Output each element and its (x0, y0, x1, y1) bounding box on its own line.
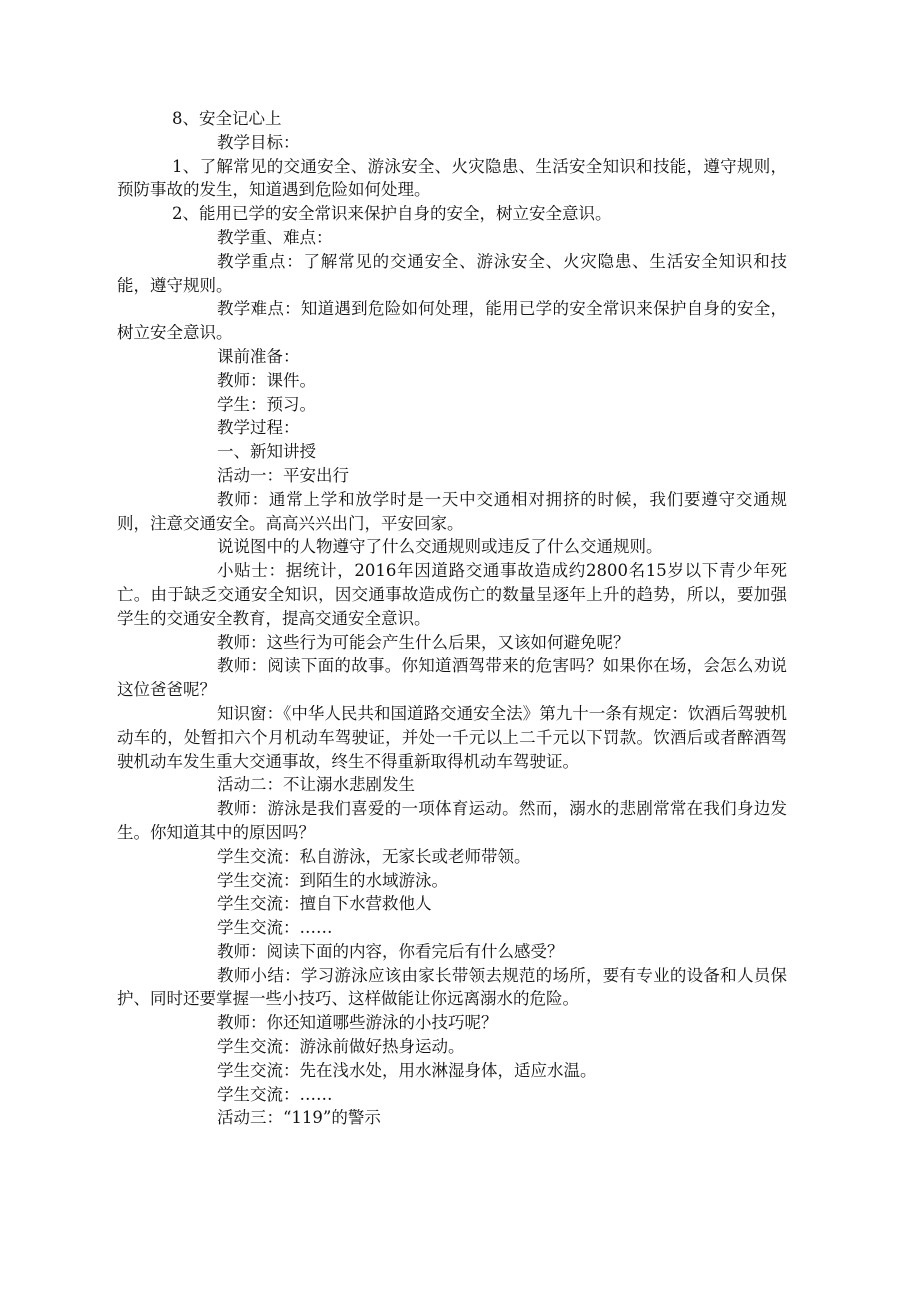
objectives-heading: 教学目标： (217, 132, 300, 152)
paragraph: 学生交流：先在浅水处，用水淋湿身体，适应水温。 (217, 1060, 597, 1080)
paragraph: 学生交流：…… (217, 918, 333, 938)
paragraph: 学生交流：私自游泳，无家长或老师带领。 (217, 846, 531, 866)
tip-paragraph: 小贴士：据统计，2016年因道路交通事故造成约2800名15岁以下青少年死亡。由于缺乏交通安全知识，因交通事故造成伤亡的数量呈逐年上升的趋势，所以，要加强学生的交通安全教育，提高交通安全意识。 (117, 561, 787, 628)
activity-heading-3: 活动三：“119”的警示 (217, 1108, 381, 1128)
document-body (117, 107, 787, 1130)
prep-student: 学生：预习。 (217, 394, 316, 414)
preparation-heading: 课前准备： (217, 346, 300, 366)
summary-paragraph: 教师小结：学习游泳应该由家长带领去规范的场所，要有专业的设备和人员保护、同时还要掌握一些小技巧、这样做能让你远离溺水的危险。 (117, 965, 787, 1009)
paragraph: 说说图中的人物遵守了什么交通规则或违反了什么交通规则。 (217, 537, 663, 557)
paragraph: 学生交流：到陌生的水域游泳。 (217, 870, 448, 890)
prep-teacher: 教师：课件。 (217, 370, 316, 390)
objective-1: 1、了解常见的交通安全、游泳安全、火灾隐患、生活安全知识和技能，遵守规则，预防事故的发生，知道遇到危险如何处理。 (117, 156, 787, 200)
key-points: 教学重点：了解常见的交通安全、游泳安全、火灾隐患、生活安全知识和技能，遵守规则。 (117, 251, 787, 295)
paragraph: 教师：游泳是我们喜爱的一项体育运动。然而，溺水的悲剧常常在我们身边发生。你知道其中的原因吗？ (117, 799, 787, 842)
paragraph: 教师：这些行为可能会产生什么后果，又该如何避免呢？ (217, 632, 630, 652)
paragraph: 学生交流：…… (217, 1084, 333, 1104)
paragraph: 学生交流：擅自下水营救他人 (217, 894, 432, 914)
activity-heading-1: 活动一：平安出行 (217, 465, 349, 485)
paragraph: 教师：通常上学和放学时是一天中交通相对拥挤的时候，我们要遵守交通规则，注意交通安全。高高兴兴出门，平安回家。 (117, 489, 787, 533)
objective-2: 2、能用已学的安全常识来保护自身的安全，树立安全意识。 (172, 204, 612, 224)
paragraph: 教师：阅读下面的内容，你看完后有什么感受？ (217, 941, 564, 961)
key-difficult-heading: 教学重、难点： (217, 227, 333, 247)
paragraph: 学生交流：游泳前做好热身运动。 (217, 1037, 465, 1057)
activity-heading-2: 活动二：不让溺水悲剧发生 (217, 775, 415, 795)
section-heading-1: 一、新知讲授 (217, 442, 316, 462)
paragraph: 教师：阅读下面的故事。你知道酒驾带来的危害吗？如果你在场，会怎么劝说这位爸爸呢？ (117, 656, 787, 700)
paragraph: 教师：你还知道哪些游泳的小技巧呢？ (217, 1013, 498, 1033)
knowledge-window-paragraph: 知识窗：《中华人民共和国道路交通安全法》第九十一条有规定：饮酒后驾驶机动车的，处暂扣六个月机动车驾驶证，并处一千元以上二千元以下罚款。饮酒后或者醉酒驾驶机动车发生重大交通事故，终生不得重新取得机动车驾驶证。 (117, 703, 787, 771)
lesson-title: 8、安全记心上 (172, 109, 282, 128)
process-heading: 教学过程： (217, 418, 300, 438)
difficult-points: 教学难点：知道遇到危险如何处理，能用已学的安全常识来保护自身的安全，树立安全意识。 (117, 299, 787, 343)
